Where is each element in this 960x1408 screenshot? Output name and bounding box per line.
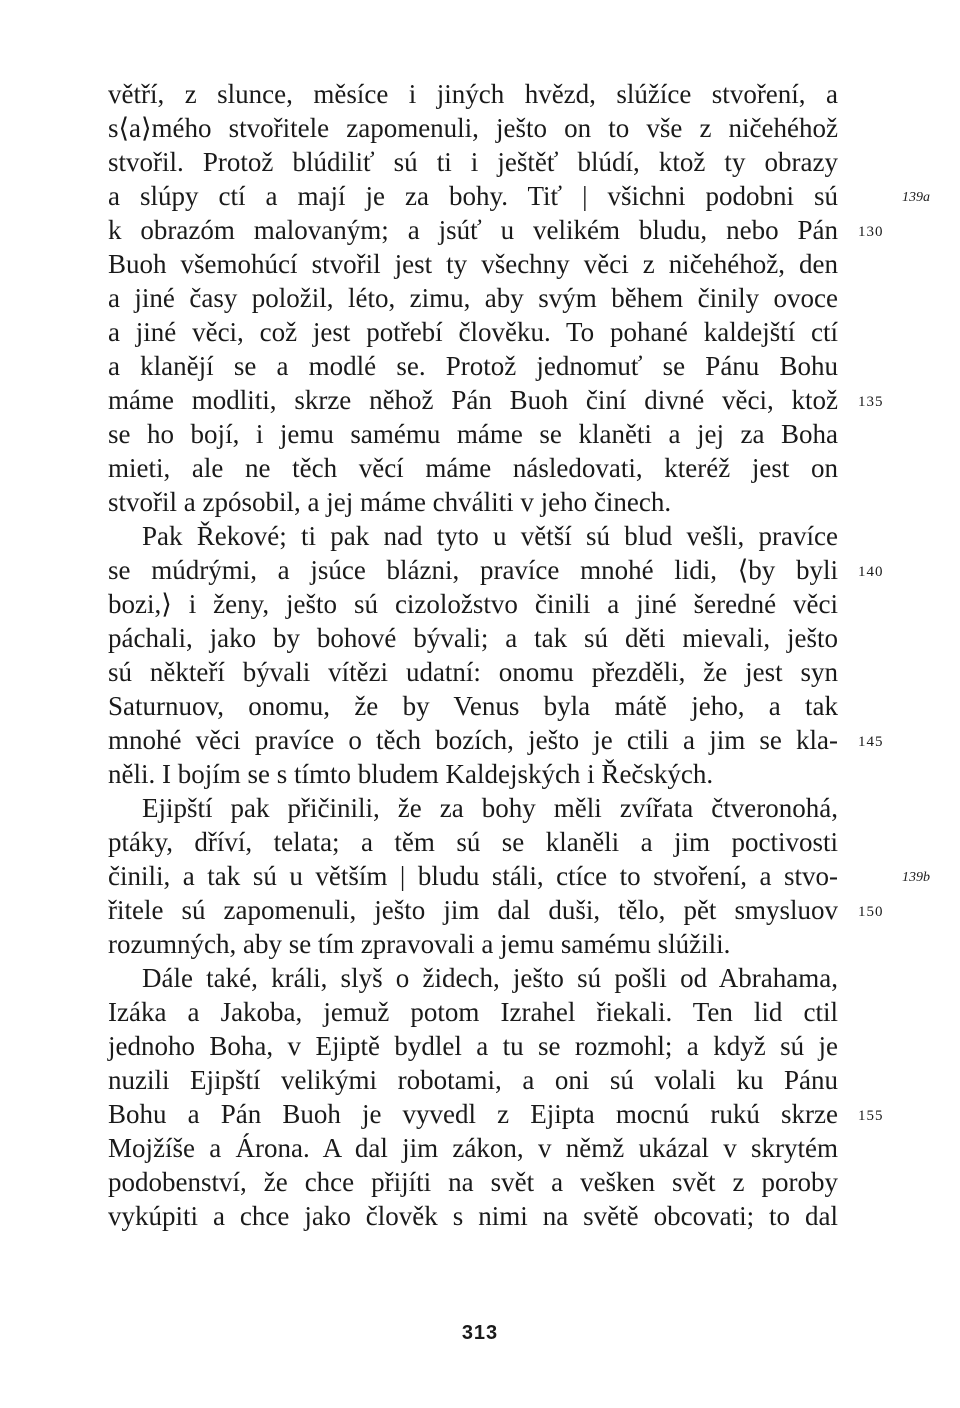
line-number: 150 <box>858 904 884 920</box>
text-line: řitele sú zapomenuli, ješto jim dal duši, tělo, pět smysluov <box>108 895 838 925</box>
text-line: činili, a tak sú u větším | bludu stáli, ctíce to stvoření, a stvo- <box>108 861 838 891</box>
line-number: 130 <box>858 224 884 240</box>
text-line: mieti, ale ne těch věcí máme následovati, kteréž jest on <box>108 453 838 483</box>
text-line: a jiné časy položil, léto, zimu, aby svým během činily ovoce <box>108 283 838 313</box>
text-line: podobenství, že chce přijíti na svět a vešken svět z poroby <box>108 1167 838 1197</box>
text-line: Saturnuov, onomu, že by Venus byla mátě jeho, a tak <box>108 691 838 721</box>
text-line: a slúpy ctí a mají je za bohy. Tiť | všichni podobni sú <box>108 181 838 211</box>
paragraph-first-line: Pak Řekové; ti pak nad tyto u větší sú blud vešli, pravíce <box>142 521 838 551</box>
line-number: 135 <box>858 394 884 410</box>
text-line: ptáky, dříví, telata; a těm sú se klaněli a jim poctivosti <box>108 827 838 857</box>
text-line: rozumných, aby se tím zpravovali a jemu samému slúžili. <box>108 929 731 959</box>
paragraph-first-line: Dále také, králi, slyš o židech, ješto sú pošli od Abrahama, <box>142 963 838 993</box>
text-line: jednoho Boha, v Ejiptě bydlel a tu se rozmohl; a když sú je <box>108 1031 838 1061</box>
text-line: a jiné věci, což jest potřebí člověku. To pohané kaldejští ctí <box>108 317 838 347</box>
line-number: 145 <box>858 734 884 750</box>
text-line: páchali, jako by bohové bývali; a tak sú děti mievali, ješto <box>108 623 838 653</box>
text-line: nuzili Ejipští velikými robotami, a oni sú volali ku Pánu <box>108 1065 838 1095</box>
text-line: k obrazóm malovaným; a jsúť u velikém bludu, nebo Pán <box>108 215 838 245</box>
text-line: stvořil. Protož blúdiliť sú ti i ještěť blúdí, ktož ty obrazy <box>108 147 838 177</box>
text-line: stvořil a zpósobil, a jej máme chváliti v jeho činech. <box>108 487 672 517</box>
folio-marker: 139b <box>902 870 930 885</box>
text-line: Izáka a Jakoba, jemuž potom Izrahel řiekali. Ten lid ctil <box>108 997 838 1027</box>
line-number: 140 <box>858 564 884 580</box>
text-line: Buoh všemohúcí stvořil jest ty všechny věci z ničehéhož, den <box>108 249 838 279</box>
paragraph-first-line: Ejipští pak přičinili, že za bohy měli zvířata čtveronohá, <box>142 793 838 823</box>
page-number: 313 <box>461 1322 499 1344</box>
text-line: s⟨a⟩mého stvořitele zapomenuli, ješto on to vše z ničehéhož <box>108 113 838 143</box>
text-line: něli. I bojím se s tímto bludem Kaldejských i Řečských. <box>108 759 714 789</box>
text-line: vykúpiti a chce jako člověk s nimi na světě obcovati; to dal <box>108 1201 838 1231</box>
text-line: sú někteří bývali vítězi udatní: onomu přezděli, že jest syn <box>108 657 838 687</box>
text-line: Bohu a Pán Buoh je vyvedl z Ejipta mocnú rukú skrze <box>108 1099 838 1129</box>
text-line: mnohé věci pravíce o těch bozích, ješto je ctili a jim se kla- <box>108 725 838 755</box>
text-line: větří, z slunce, měsíce i jiných hvězd, slúžíce stvoření, a <box>108 79 838 109</box>
text-line: Mojžíše a Árona. A dal jim zákon, v němž ukázal v skrytém <box>108 1133 838 1163</box>
line-number: 155 <box>858 1108 884 1124</box>
text-line: se múdrými, a jsúce blázni, pravíce mnohé lidi, ⟨by byli <box>108 555 838 585</box>
text-line: a klanějí se a modlé se. Protož jednomuť se Pánu Bohu <box>108 351 838 381</box>
text-line: máme modliti, skrze něhož Pán Buoh činí divné věci, ktož <box>108 385 838 415</box>
text-line: se ho bojí, i jemu samému máme se klaněti a jej za Boha <box>108 419 838 449</box>
folio-marker: 139a <box>902 190 930 205</box>
text-line: bozi,⟩ i ženy, ješto sú cizoložstvo činili a jiné šeredné věci <box>108 589 838 619</box>
